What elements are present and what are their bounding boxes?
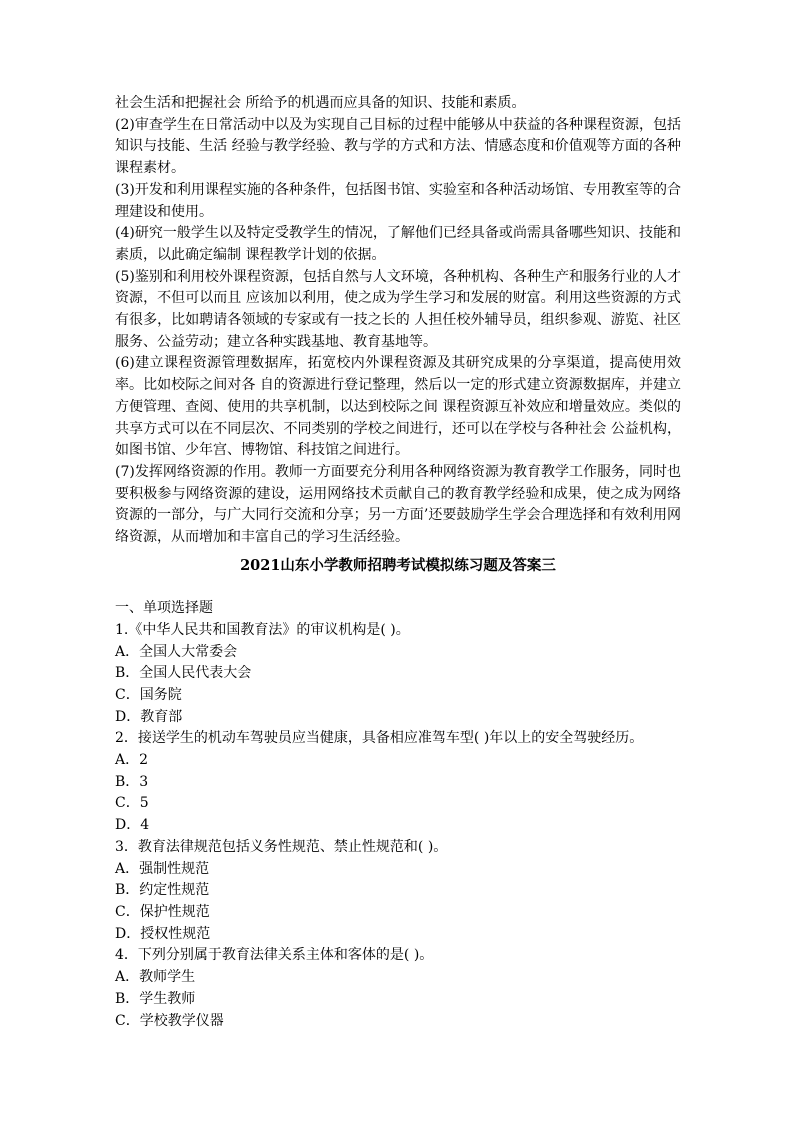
question-option: D．授权性规范 (115, 925, 211, 942)
question-block (115, 728, 681, 837)
question-option: A．强制性规范 (115, 860, 210, 877)
question-option: A．教师学生 (115, 969, 196, 986)
question-block (115, 837, 681, 946)
question-option: C．保护性规范 (115, 904, 210, 920)
section-heading: 一、单项选择题 (115, 600, 213, 617)
question-text: 1.《中华人民共和国教育法》的审议机构是( )。 (115, 621, 410, 638)
body-paragraph: 社会生活和把握社会 所给予的机遇而应具备的知识、技能和素质。 (115, 95, 526, 111)
question-option: A．全国人大常委会 (115, 643, 238, 660)
document-title: 2021山东小学教师招聘考试模拟练习题及答案三 (240, 556, 556, 574)
question-block (115, 620, 681, 729)
question-option: D．4 (115, 817, 150, 834)
question-option: A．2 (115, 752, 149, 769)
body-paragraph: (7)发挥网络资源的作用。教师一方面要充分利用各种网络资源为教育教学工作服务，同时也要积极参与网络资源的建设，运用网络技术贡献自己的教育教学经验和成果，使之成为网络资源的一部分，与广大同行交流和分享；另一方面’还要鼓励学生学会合理选择和有效利用网络资源，从而增加和丰富自己的学习生活经验。 (115, 463, 681, 546)
question-text: 2．接送学生的机动车驾驶员应当健康，具备相应准驾车型( )年以上的安全驾驶经历。 (115, 730, 644, 747)
question-block (115, 945, 681, 1032)
question-option: B．约定性规范 (115, 882, 210, 899)
body-paragraph: (2)审查学生在日常活动中以及为实现自己目标的过程中能够从中获益的各种课程资源，包括知识与技能、生活 经验与教学经验、教与学的方式和方法、情感态度和价值观等方面的各种课程素材。 (115, 116, 681, 177)
body-paragraph: (4)研究一般学生以及特定受教学生的情况，了解他们已经具备或尚需具备哪些知识、技能和素质，以此确定编制 课程教学计划的依据。 (115, 225, 681, 263)
body-paragraph: (6)建立课程资源管理数据库，拓宽校内外课程资源及其研究成果的分享渠道，提高使用效率。比如校际之间对各 自的资源进行登记整理，然后以一定的形式建立资源数据库，并建立方便管理、查阅、使用的共享机制，以达到校际之间 课程资源互补效应和增量效应。类似的共享方式可以在不同层次、不同类别的学校之间进行，还可以在学校与各种社会 公益机构，如图书馆、少年宫、博物馆、科技馆之间进行。 (115, 355, 681, 459)
body-paragraph: (3)开发和利用课程实施的各种条件，包括图书馆、实验室和各种活动场馆、专用教室等的合理建设和使用。 (115, 181, 681, 220)
question-option: C．国务院 (115, 686, 182, 703)
question-text: 3．教育法律规范包括义务性规范、禁止性规范和( )。 (115, 838, 448, 855)
question-option: B．3 (115, 773, 149, 790)
question-option: C．5 (115, 795, 149, 812)
question-option: D．教育部 (115, 708, 183, 725)
body-paragraph: (5)鉴别和利用校外课程资源，包括自然与人文环境，各种机构、各种生产和服务行业的人才资源，不但可以而且 应该加以利用，使之成为学生学习和发展的财富。利用这些资源的方式有很多，比如聘请各领域的专家或有一技之长的 人担任校外辅导员，组织参观、游览、社区服务、公益劳动；建立各种实践基地、教育基地等。 (115, 268, 681, 350)
question-option: B．全国人民代表大会 (115, 665, 252, 682)
question-text: 4．下列分别属于教育法律关系主体和客体的是( )。 (115, 947, 434, 964)
question-option: B．学生教师 (115, 990, 196, 1007)
question-option: C．学校教学仪器 (115, 1012, 224, 1029)
